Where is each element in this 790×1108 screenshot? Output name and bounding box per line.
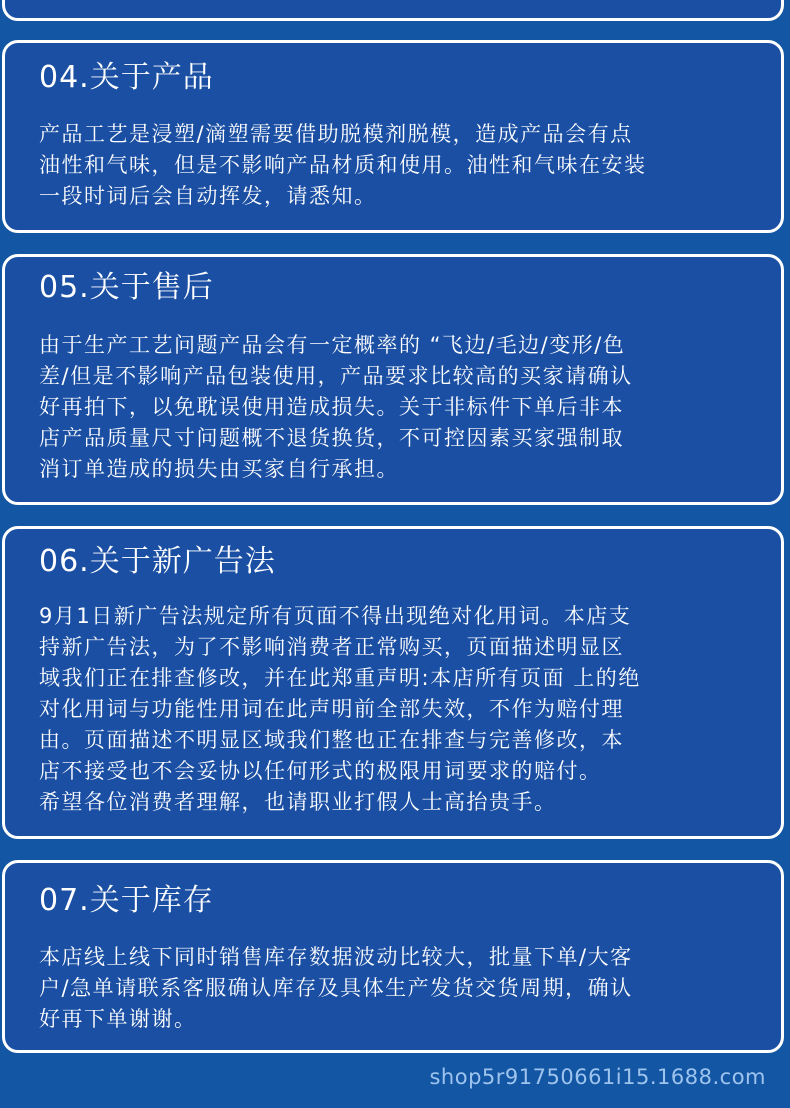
body-line: 消订单造成的损失由买家自行承担。 bbox=[39, 457, 399, 481]
body-line: 希望各位消费者理解，也请职业打假人士高抬贵手。 bbox=[39, 790, 557, 814]
body-line: 油性和气味，但是不影响产品材质和使用。油性和气味在安装 bbox=[39, 153, 647, 177]
shop-url-watermark: shop5r91750661i15.1688.com bbox=[429, 1065, 766, 1089]
body-line: 店不接受也不会妥协以任何形式的极限用词要求的赔付。 bbox=[39, 759, 602, 783]
section-body bbox=[39, 942, 769, 1035]
body-line: 对化用词与功能性用词在此声明前全部失效，不作为赔付理 bbox=[39, 697, 624, 721]
body-line: 好再拍下，以免耽误使用造成损失。关于非标件下单后非本 bbox=[39, 395, 624, 419]
section-inventory bbox=[2, 860, 784, 1053]
section-body bbox=[39, 330, 769, 485]
section-after-sales bbox=[2, 254, 784, 505]
body-line: 一段时词后会自动挥发，请悉知。 bbox=[39, 184, 377, 208]
body-line: 差/但是不影响产品包装使用，产品要求比较高的买家请确认 bbox=[39, 364, 633, 388]
section-title: 07.关于库存 bbox=[39, 883, 214, 918]
body-line: 户/急单请联系客服确认库存及具体生产发货交货周期，确认 bbox=[39, 976, 633, 1000]
body-line: 产品工艺是浸塑/滴塑需要借助脱模剂脱模，造成产品会有点 bbox=[39, 122, 633, 146]
body-line: 持新广告法，为了不影响消费者正常购买，页面描述明显区 bbox=[39, 635, 624, 659]
section-title: 04.关于产品 bbox=[39, 60, 214, 95]
body-line: 9月1日新广告法规定所有页面不得出现绝对化用词。本店支 bbox=[39, 604, 632, 628]
body-line: 由于生产工艺问题产品会有一定概率的 “飞边/毛边/变形/色 bbox=[39, 333, 626, 357]
body-line: 域我们正在排查修改，并在此郑重声明:本店所有页面 上的绝 bbox=[39, 666, 641, 690]
section-body bbox=[39, 119, 769, 212]
section-body bbox=[39, 601, 769, 818]
previous-section-card bbox=[2, 0, 784, 21]
body-line: 本店线上线下同时销售库存数据波动比较大，批量下单/大客 bbox=[39, 945, 633, 969]
body-line: 由。页面描述不明显区域我们整也正在排查与完善修改，本 bbox=[39, 728, 624, 752]
body-line: 好再下单谢谢。 bbox=[39, 1007, 197, 1031]
section-about-product bbox=[2, 40, 784, 233]
section-title: 06.关于新广告法 bbox=[39, 544, 276, 579]
section-title: 05.关于售后 bbox=[39, 270, 214, 305]
section-advertising-law bbox=[2, 526, 784, 839]
body-line: 店产品质量尺寸问题概不退货换货，不可控因素买家强制取 bbox=[39, 426, 624, 450]
